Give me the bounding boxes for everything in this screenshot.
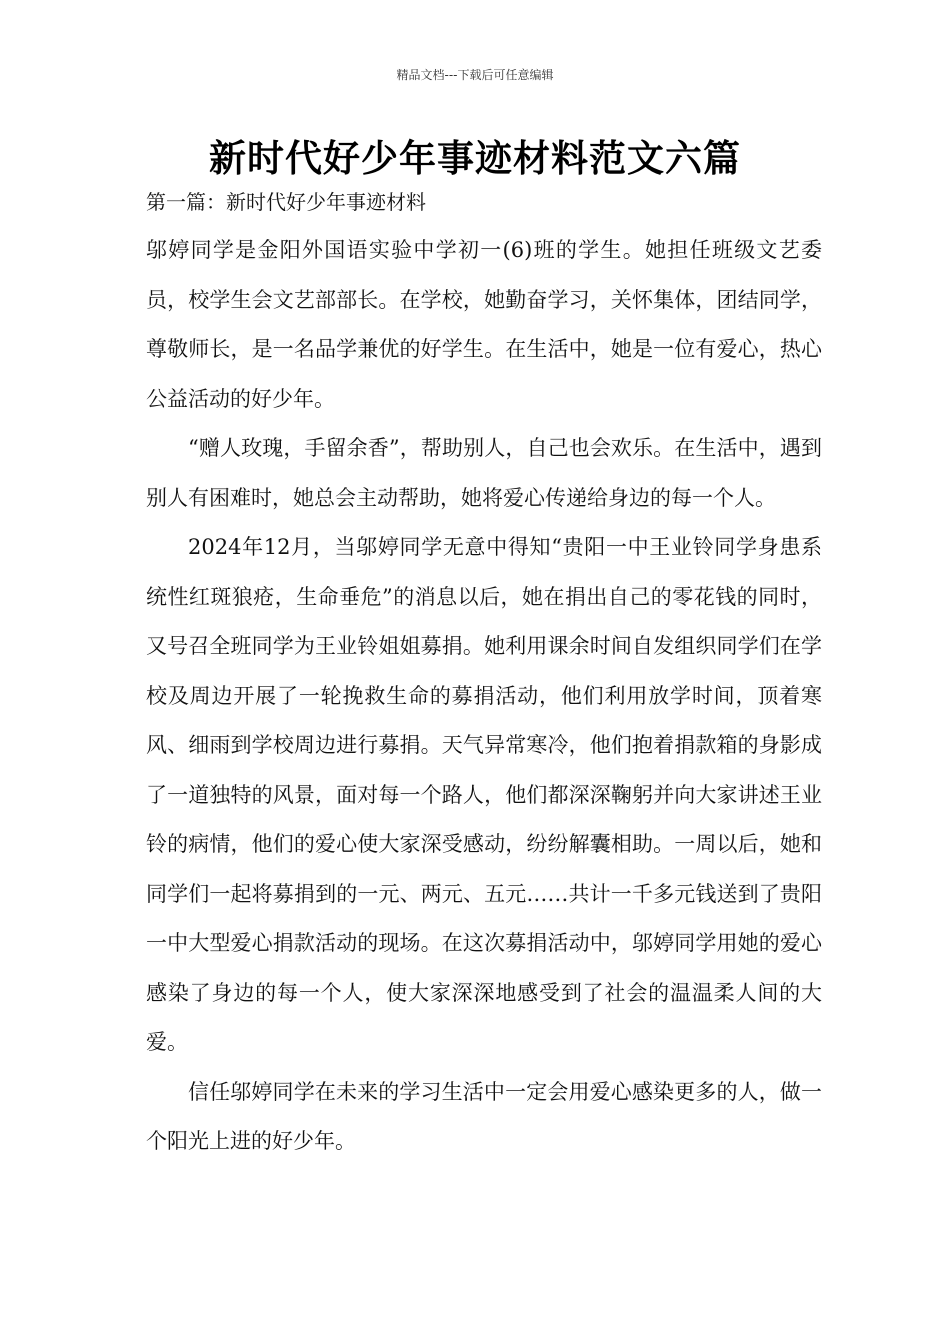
paragraph-2: “赠人玫瑰，手留余香”，帮助别人，自己也会欢乐。在生活中，遇到别人有困难时，她总会主动帮助，她将爱心传递给身边的每一个人。 <box>146 436 822 510</box>
document-title: 新时代好少年事迹材料范文六篇 <box>209 137 741 180</box>
paragraph-4: 信任邬婷同学在未来的学习生活中一定会用爱心感染更多的人，做一个阳光上进的好少年。 <box>146 1079 822 1153</box>
paragraph-3: 2024年12月，当邬婷同学无意中得知“贵阳一中王业铃同学身患系统性红斑狼疮，生命垂危”的消息以后，她在捐出自己的零花钱的同时，又号召全班同学为王业铃姐姐募捐。她利用课余时间自发组织同学们在学校及周边开展了一轮挽救生命的募捐活动，他们利用放学时间，顶着寒风、细雨到学校周边进行募捐。天气异常寒冷，他们抱着捐款箱的身影成了一道独特的风景，面对每一个路人，他们都深深鞠躬并向大家讲述王业铃的病情，他们的爱心使大家深受感动，纷纷解囊相助。一周以后，她和同学们一起将募捐到的一元、两元、五元……共计一千多元钱送到了贵阳一中大型爱心捐款活动的现场。在这次募捐活动中，邬婷同学用她的爱心感染了身边的每一个人，使大家深深地感受到了社会的温温柔人间的大爱。 <box>146 535 822 1054</box>
document-body <box>146 226 822 1167</box>
header-note: 精品文档---下载后可任意编辑 <box>396 68 554 82</box>
paragraph-1: 邬婷同学是金阳外国语实验中学初一(6)班的学生。她担任班级文艺委员，校学生会文艺部部长。在学校，她勤奋学习，关怀集体，团结同学，尊敬师长，是一名品学兼优的好学生。在生活中，她是一位有爱心，热心公益活动的好少年。 <box>146 238 822 411</box>
section-heading: 第一篇：新时代好少年事迹材料 <box>146 190 426 214</box>
